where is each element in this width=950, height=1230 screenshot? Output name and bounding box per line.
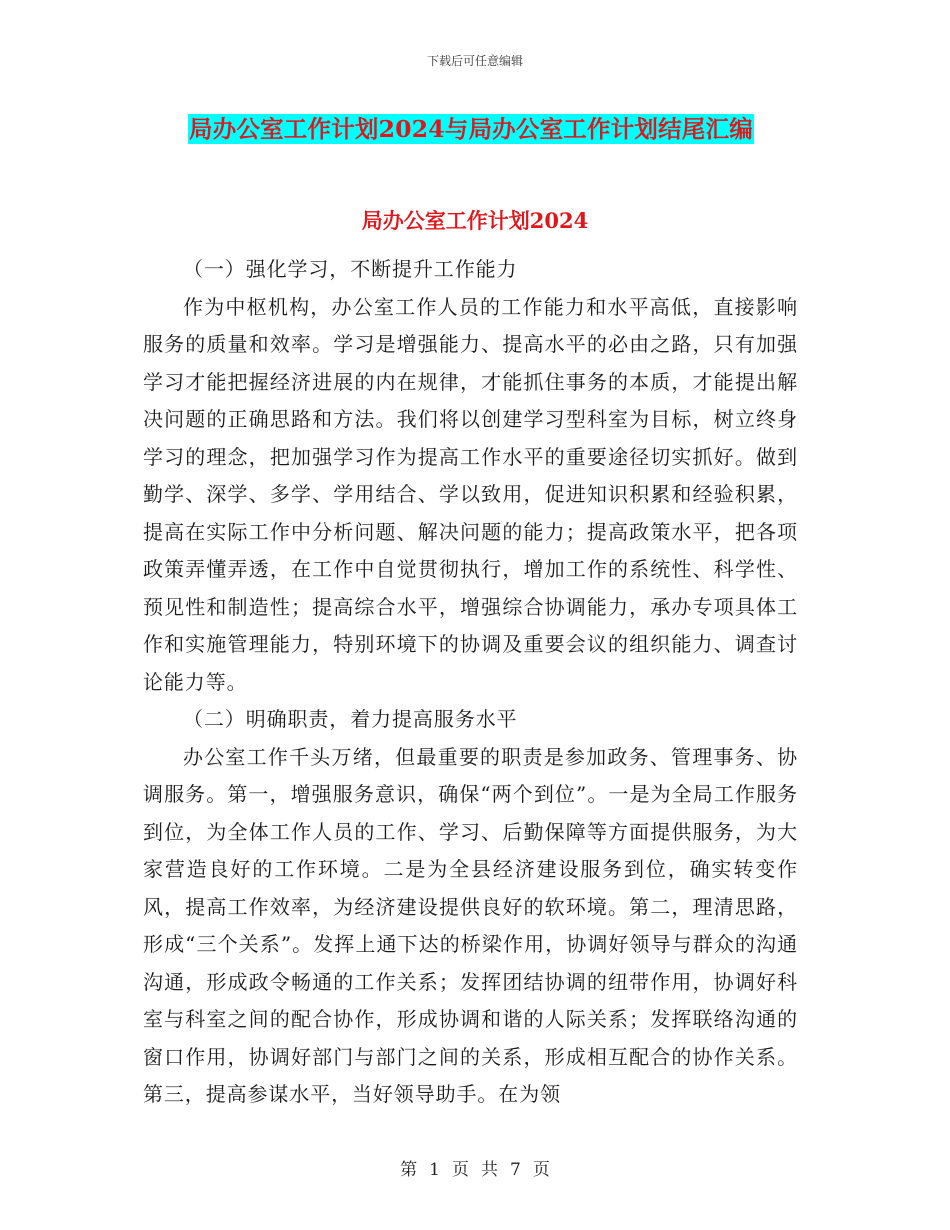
footer-label-page: 第 <box>400 1160 418 1180</box>
document-title: 局办公室工作计划2024与局办公室工作计划结尾汇编 <box>189 115 753 143</box>
paragraph-1: 作为中枢机构，办公室工作人员的工作能力和水平高低，直接影响服务的质量和效率。学习是增强能力、提高水平的必由之路，只有加强学习才能把握经济进展的内在规律，才能抓住事务的本质，才能提出解决问题的正确思路和方法。我们将以创建学习型科室为目标，树立终身学习的理念，把加强学习作为提高工作水平的重要途径切实抓好。做到勤学、深学、多学、学用结合、学以致用，促进知识积累和经验积累，提高在实际工作中分析问题、解决问题的能力；提高政策水平，把各项政策弄懂弄透，在工作中自觉贯彻执行，增加工作的系统性、科学性、预见性和制造性；提高综合水平，增强综合协调能力，承办专项具体工作和实施管理能力，特别环境下的协调及重要会议的组织能力、调查讨论能力等。 <box>143 294 798 694</box>
footer-label-unit2: 页 <box>532 1160 550 1180</box>
section-heading-1: （一）强化学习，不断提升工作能力 <box>183 257 518 281</box>
section-title: 局办公室工作计划2024 <box>361 208 589 233</box>
total-page-number: 7 <box>510 1160 521 1180</box>
page-header: 下载后可任意编辑 <box>426 54 523 68</box>
paragraph-2: 办公室工作千头万绪，但最重要的职责是参加政务、管理事务、协调服务。第一，增强服务意识，确保“两个到位”。一是为全局工作服务到位，为全体工作人员的工作、学习、后勤保障等方面提供服务，为大家营造良好的工作环境。二是为全县经济建设服务到位，确实转变作风，提高工作效率，为经济建设提供良好的软环境。第二，理清思路，形成“三个关系”。发挥上通下达的桥梁作用，协调好领导与群众的沟通沟通，形成政令畅通的工作关系；发挥团结协调的纽带作用，协调好科室与科室之间的配合协作，形成协调和谐的人际关系；发挥联络沟通的窗口作用，协调好部门与部门之间的关系，形成相互配合的协作关系。第三，提高参谋水平，当好领导助手。在为领 <box>143 744 798 1106</box>
footer-label-unit: 页 <box>452 1160 469 1180</box>
page-footer <box>0 1155 950 1180</box>
section-heading-2: （二）明确职责，着力提高服务水平 <box>183 707 518 731</box>
current-page-number: 1 <box>429 1160 440 1180</box>
document-body <box>143 251 798 1114</box>
footer-label-total: 共 <box>481 1160 498 1180</box>
